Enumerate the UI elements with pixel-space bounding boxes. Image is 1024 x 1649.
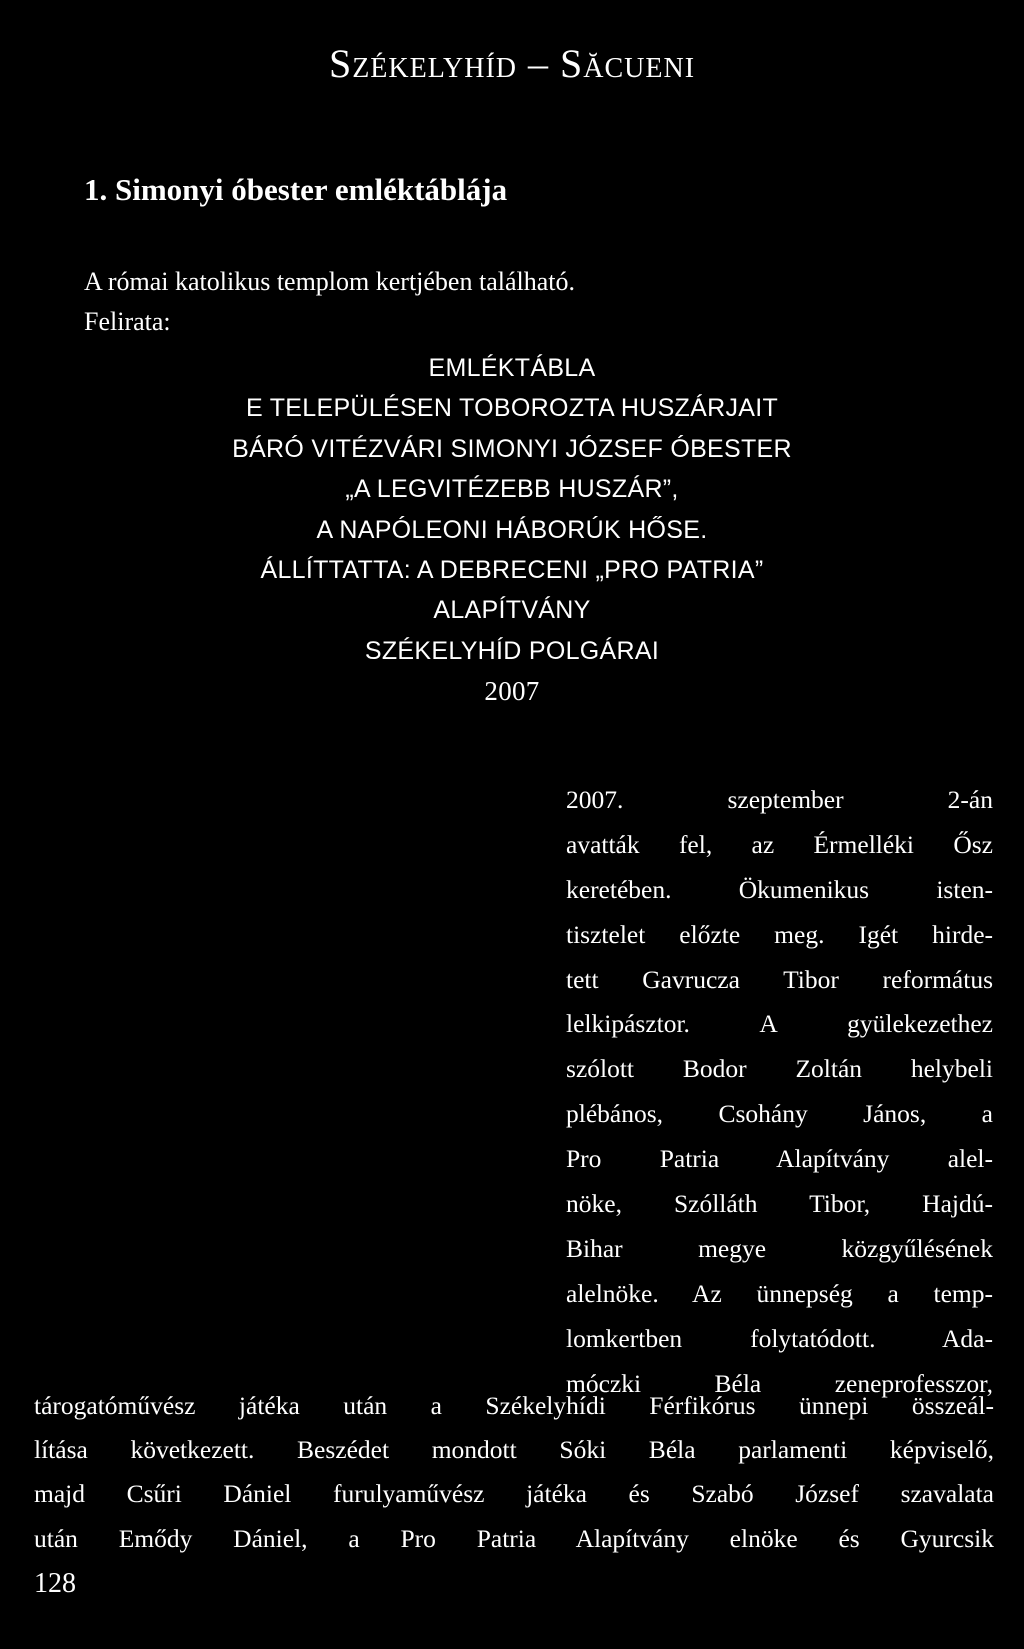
body-line: plébános, Csohány János, a: [566, 1099, 993, 1129]
inscription-line: ÁLLÍTTATTA: A DEBRECENI „PRO PATRIA”: [260, 556, 764, 585]
body-line: tett Gavrucza Tibor református: [566, 964, 993, 994]
body-line: lítása következett. Beszédet mondott Sóki Béla parlamenti képviselő,: [34, 1435, 994, 1465]
body-text-wide: [34, 1384, 994, 1561]
body-line: szólott Bodor Zoltán helybeli: [566, 1054, 993, 1084]
body-line: keretében. Ökumenikus isten-: [566, 874, 993, 904]
body-line: tisztelet előzte meg. Igét hirde-: [566, 919, 993, 949]
body-line: nöke, Szólláth Tibor, Hajdú-: [566, 1189, 993, 1219]
inscription-line: ALAPÍTVÁNY: [433, 596, 591, 625]
body-line: Pro Patria Alapítvány alel-: [566, 1144, 993, 1174]
inscription-line: A NAPÓLEONI HÁBORÚK HŐSE.: [316, 515, 708, 544]
page-number: 128: [34, 1568, 76, 1599]
body-line: lomkertben folytatódott. Ada-: [566, 1323, 993, 1353]
body-line: lelkipásztor. A gyülekezethez: [566, 1009, 993, 1039]
inscription-year: 2007: [484, 676, 540, 707]
inscription-line: E TELEPÜLÉSEN TOBOROZTA HUSZÁRJAIT: [245, 394, 779, 423]
inscription-line: EMLÉKTÁBLA: [428, 354, 596, 382]
photo-placeholder: [34, 770, 534, 1370]
intro-line: A római katolikus templom kertjében található.: [84, 267, 575, 296]
chapter-title: Székelyhíd – Săcueni: [328, 41, 696, 86]
plaque-inscription: [0, 348, 1024, 712]
body-line: Bihar megye közgyűlésének: [566, 1233, 993, 1263]
inscription-line: BÁRÓ VITÉZVÁRI SIMONYI JÓZSEF ÓBESTER: [232, 434, 792, 463]
inscription-line: „A LEGVITÉZEBB HUSZÁR”,: [345, 475, 679, 504]
body-line: tárogatóművész játéka után a Székelyhídi Férfikórus ünnepi összeál-: [34, 1391, 994, 1420]
inscription-line: SZÉKELYHÍD POLGÁRAI: [364, 636, 660, 665]
body-line: móczki Béla zeneprofesszor,: [566, 1368, 993, 1398]
body-line: majd Csűri Dániel furulyaművész játéka és Szabó József szavalata: [34, 1479, 994, 1509]
body-line: avatták fel, az Érmelléki Ősz: [566, 829, 993, 859]
intro-line: Felirata:: [84, 307, 171, 336]
body-line: után Emődy Dániel, a Pro Patria Alapítvány elnöke és Gyurcsik: [34, 1523, 994, 1553]
body-text-narrow: [566, 778, 993, 1406]
body-line: alelnöke. Az ünnepség a temp-: [566, 1278, 993, 1308]
section-heading: 1. Simonyi óbester emléktáblája: [84, 172, 508, 207]
body-line: 2007. szeptember 2-án: [566, 785, 993, 814]
section-intro: [84, 262, 575, 342]
